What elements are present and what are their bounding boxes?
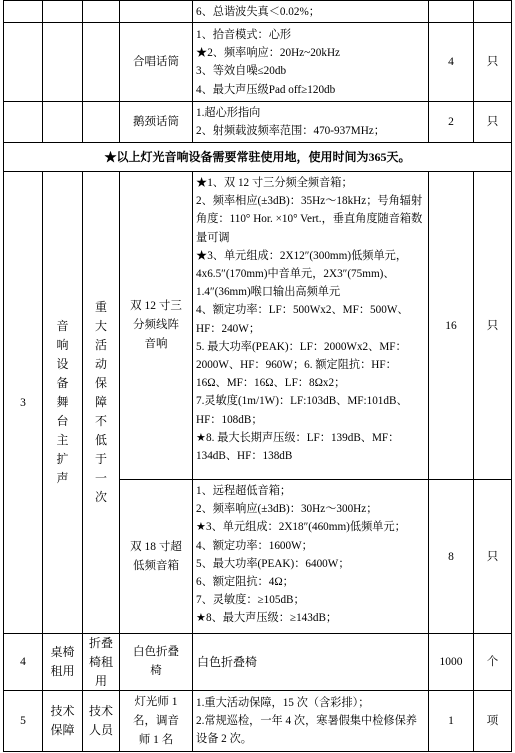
r5-spec: 1.重大活动保障，15 次（含彩排）； 2.常规巡检，一年 4 次，寒暑假集中检修保养设备 2 次。	[192, 690, 429, 752]
r-neck-scene	[82, 101, 120, 143]
r-top-spec: 6、总谐波失真＜0.02%；	[192, 0, 429, 23]
r4-spec: 白色折叠椅	[192, 633, 429, 691]
r-top-name	[119, 0, 193, 23]
r-top-scene	[82, 0, 120, 23]
r3-item1-unit: 只	[473, 171, 512, 480]
r-top-qty	[428, 0, 474, 23]
r-neck-category	[42, 101, 83, 143]
r-top-category	[42, 0, 83, 23]
r3-item1-name: 双 12 寸三 分频线阵 音响	[119, 171, 193, 480]
r-top-no	[3, 0, 43, 23]
r-chorus-name: 合唱话筒	[119, 22, 193, 102]
r5-qty: 1	[428, 690, 474, 752]
r3-scene: 重 大 活 动 保 障 不 低 于 一 次	[82, 171, 120, 634]
r3-category: 音 响 设 备 舞 台 主 扩 声	[42, 171, 83, 634]
r4-scene: 折叠 椅租 用	[82, 633, 120, 691]
r3-item2-qty: 8	[428, 479, 474, 634]
r-top-unit	[473, 0, 512, 23]
r3-no: 3	[3, 171, 43, 634]
notice-row: ★以上灯光音响设备需要常驻使用地，使用时间为365天。	[3, 142, 512, 172]
r4-category: 桌椅 租用	[42, 633, 83, 691]
r-chorus-spec: 1、拾音模式：心形 ★2、频率响应：20Hz~20kHz 3、等效自噪≤20db 4、最大声压级Pad off≥120db	[192, 22, 429, 102]
r4-qty: 1000	[428, 633, 474, 691]
r3-item1-qty: 16	[428, 171, 474, 480]
r3-item2-spec: 1、远程超低音箱； 2、频率响应(±3dB)：30Hz～300Hz； ★3、单元组成：2X18″(460mm)低频单元； 4、额定功率：1600W； 5、最大功率(PEAK)：6400W； 6、额定阻抗：4Ω； 7、灵敏度：≥105dB； ★8、最大声压级：≥143dB；	[192, 479, 429, 634]
r5-no: 5	[3, 690, 43, 752]
r-neck-qty: 2	[428, 101, 474, 143]
r5-category: 技术 保障	[42, 690, 83, 752]
r5-scene: 技术 人员	[82, 690, 120, 752]
r5-unit: 项	[473, 690, 512, 752]
r4-name: 白色折叠 椅	[119, 633, 193, 691]
r3-item2-unit: 只	[473, 479, 512, 634]
r-chorus-qty: 4	[428, 22, 474, 102]
r4-no: 4	[3, 633, 43, 691]
r-chorus-unit: 只	[473, 22, 512, 102]
r-neck-unit: 只	[473, 101, 512, 143]
r-neck-spec: 1.超心形指向 2、射频载波频率范围：470-937MHz；	[192, 101, 429, 143]
r3-item2-name: 双 18 寸超 低频音箱	[119, 479, 193, 634]
r-chorus-scene	[82, 22, 120, 102]
r3-item1-spec: ★1、双 12 寸三分频全频音箱； 2、频率相应(±3dB)：35Hz～18kHz；号角辐射角度：110° Hor. ×10° Vert.，垂直角度随音箱数量可调 ★3、单元组成：2X12″(300mm)低频单元，4x6.5″(170mm)中音单元，2X3″(75mm)、1.4″(36mm)喉口输出高频单元 4、额定功率：LF：500Wx2、MF：500W、HF：240W； 5. 最大功率(PEAK)：LF：2000Wx2、MF：2000W、HF：960W；6. 额定阻抗：HF：16Ω、MF：16Ω、LF：8Ωx2； 7.灵敏度(1m/1W)：LF:103dB、MF:101dB、HF：108dB； ★8. 最大长期声压级：LF：139dB、MF：134dB、HF：138dB	[192, 171, 429, 480]
r-neck-name: 鹅颈话筒	[119, 101, 193, 143]
r5-name: 灯光师 1 名，调音 师 1 名	[119, 690, 193, 752]
r-chorus-category	[42, 22, 83, 102]
r-neck-no	[3, 101, 43, 143]
r4-unit: 个	[473, 633, 512, 691]
r-chorus-no	[3, 22, 43, 102]
